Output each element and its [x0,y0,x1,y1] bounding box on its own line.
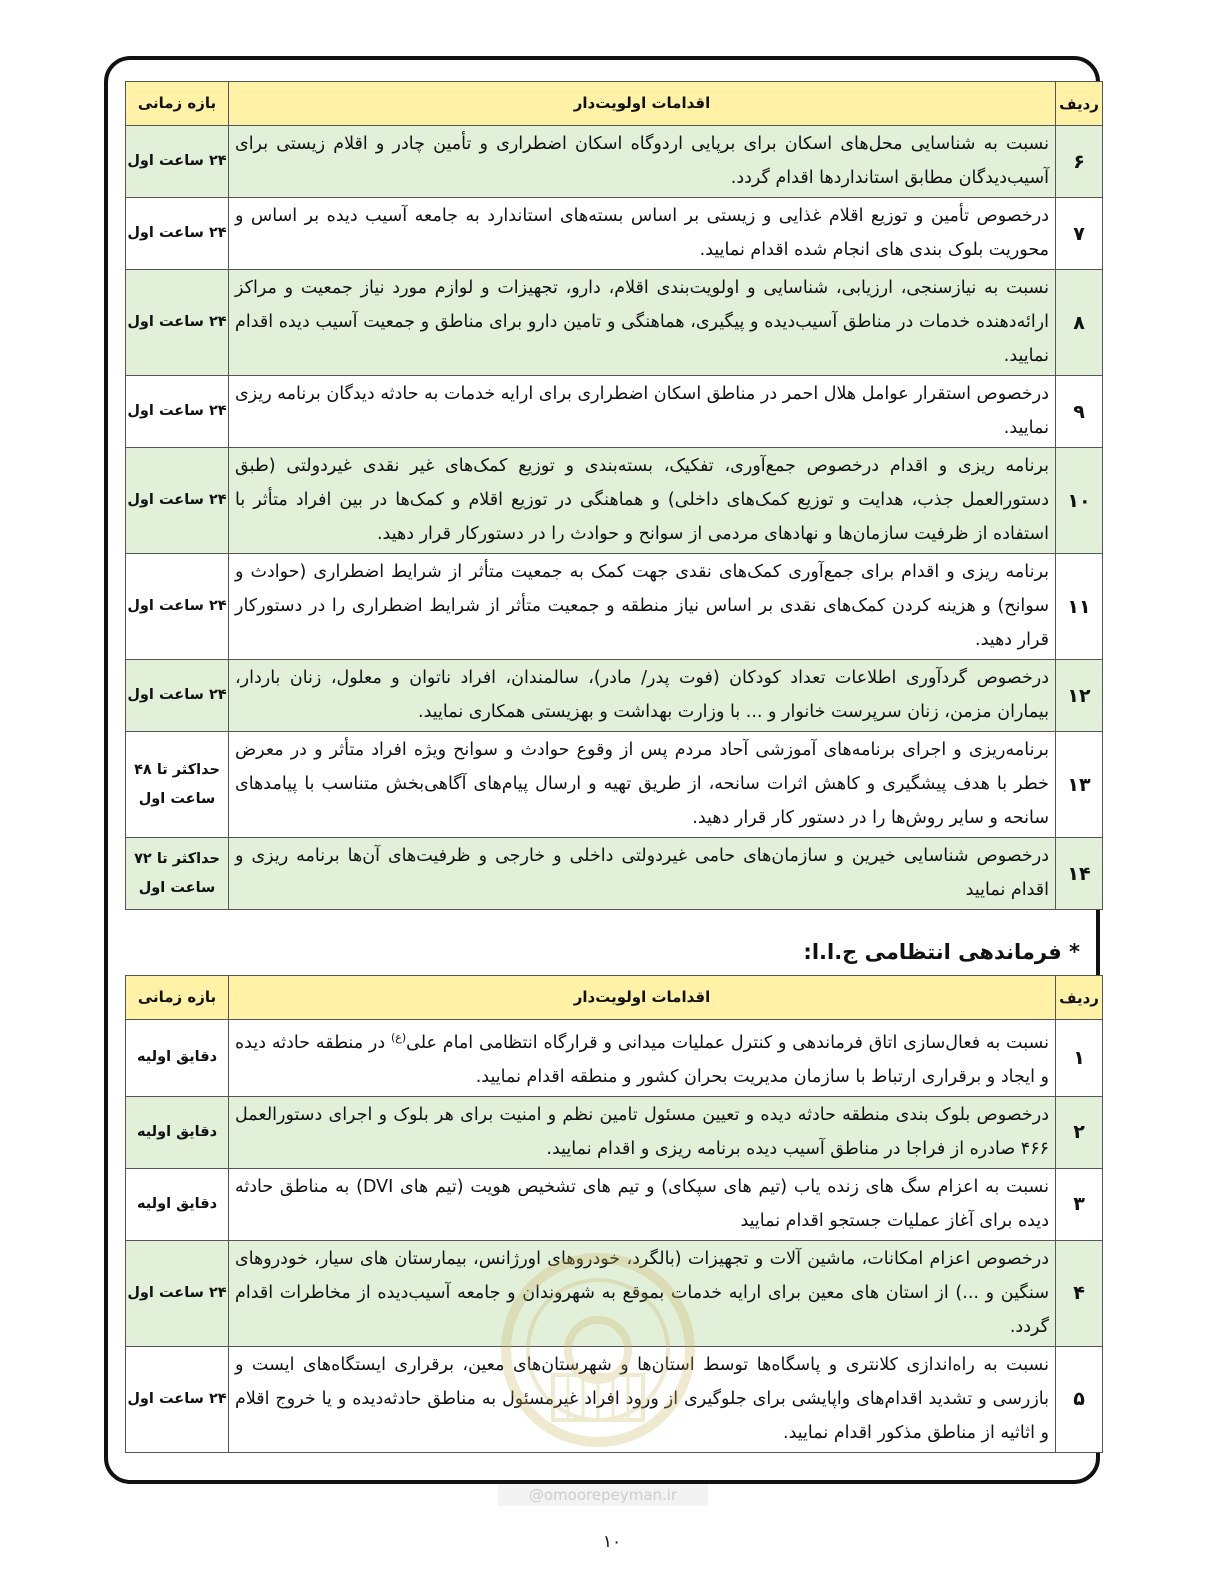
table-row [126,1168,1103,1240]
row-number: ۳ [1056,1168,1103,1240]
row-number: ۱۰ [1056,448,1103,554]
row-number: ۲ [1056,1096,1103,1168]
row-time: ۲۴ ساعت اول [126,448,229,554]
table-row [126,198,1103,270]
watermark-text: @omoorepeyman.ir [498,1484,708,1506]
row-time: حداکثر تا ۴۸ ساعت اول [126,732,229,838]
row-action-text: درخصوص استقرار عوامل هلال احمر در مناطق اسکان اضطراری برای ارایه خدمات به حادثه دیدگان برنامه ریزی نمایید. [229,376,1056,448]
section-title: * فرماندهی انتظامی ج.ا.ا: [803,940,1080,964]
row-action-text-part: در منطقه حادثه دیده و ایجاد و برقراری ارتباط با سازمان مدیریت بحران کشور و منطقه اقدام نمایید. [235,1032,1049,1087]
row-time: دقایق اولیه [126,1096,229,1168]
table-row [126,1096,1103,1168]
row-action-text: درخصوص تأمین و توزیع اقلام غذایی و زیستی بر اساس بسته‌های استاندارد به جامعه آسیب دیده بر اساس و محوریت بلوک بندی های انجام شده اقدام نمایید. [229,198,1056,270]
row-action-text: نسبت به اعزام سگ های زنده یاب (تیم های سپکای) و تیم های تشخیص هویت (تیم های DVI) به مناطق حادثه دیده برای آغاز عملیات جستجو اقدام نمایید [229,1168,1056,1240]
table-row [126,838,1103,910]
row-time: ۲۴ ساعت اول [126,1240,229,1346]
table-row [126,1020,1103,1097]
table-row [126,660,1103,732]
row-time: ۲۴ ساعت اول [126,660,229,732]
row-number: ۶ [1056,126,1103,198]
row-time: ۲۴ ساعت اول [126,1346,229,1452]
row-action-text: درخصوص بلوک بندی منطقه حادثه دیده و تعیین مسئول تامین نظم و امنیت برای هر بلوک و اجرای دستورالعمل ۴۶۶ صادره از فراجا در مناطق آسیب دیده برنامه ریزی و اقدام نمایید. [229,1096,1056,1168]
row-time: دقایق اولیه [126,1168,229,1240]
row-action-text: درخصوص اعزام امکانات، ماشین آلات و تجهیزات (بالگرد، خودروهای اورژانس، بیمارستان های سیار، خودروهای سنگین و ...) از استان های معین برای ارایه خدمات بموقع به شهروندان و جامعه آسیب‌دیده از مخاطرات اقدام گردد. [229,1240,1056,1346]
row-number: ۵ [1056,1346,1103,1452]
row-action-text: نسبت به نیازسنجی، ارزیابی، شناسایی و اولویت‌بندی اقلام، دارو، تجهیزات و لوازم مورد نیاز جمعیت و مراکز ارائه‌دهنده خدمات در مناطق آسیب‌دیده و پیگیری، هماهنگی و تامین دارو برای مناطق و جمعیت آسیب دیده اقدام نمایید. [229,270,1056,376]
page-number: ۱۰ [602,1532,622,1552]
row-number: ۱۳ [1056,732,1103,838]
table-row [126,376,1103,448]
row-action-text: برنامه ریزی و اقدام درخصوص جمع‌آوری، تفکیک، بسته‌بندی و توزیع کمک‌های غیر نقدی غیردولتی (طبق دستورالعمل جذب، هدایت و توزیع کمک‌های داخلی) و هماهنگی در توزیع اقلام و کمک‌ها در بین افراد متأثر با استفاده از ظرفیت سازمان‌ها و نهادهای مردمی از سوانح و حوادث را در دستورکار قرار دهید. [229,448,1056,554]
row-action-text [229,1020,1056,1097]
row-number: ۱ [1056,1020,1103,1097]
header-row-label: ردیف [1056,82,1103,126]
row-time: ۲۴ ساعت اول [126,198,229,270]
row-time: حداکثر تا ۷۲ ساعت اول [126,838,229,910]
table-row [126,448,1103,554]
table-header-row [126,976,1103,1020]
row-number: ۴ [1056,1240,1103,1346]
row-time: ۲۴ ساعت اول [126,554,229,660]
row-action-text: درخصوص شناسایی خیرین و سازمان‌های حامی غیردولتی داخلی و خارجی و ظرفیت‌های آن‌ها برنامه ریزی و اقدام نمایید [229,838,1056,910]
table-row [126,270,1103,376]
table-row [126,732,1103,838]
row-number: ۱۲ [1056,660,1103,732]
priority-actions-table-1 [125,81,1103,910]
row-action-text: درخصوص گردآوری اطلاعات تعداد کودکان (فوت پدر/ مادر)، سالمندان، افراد ناتوان و معلول، زنان باردار، بیماران مزمن، زنان سرپرست خانوار و ... با وزارت بهداشت و بهزیستی همکاری نمایید. [229,660,1056,732]
row-time: ۲۴ ساعت اول [126,126,229,198]
row-action-text-part: نسبت به فعال‌سازی اتاق فرماندهی و کنترل عملیات میدانی و قرارگاه انتظامی امام علی [406,1032,1049,1053]
row-time: ۲۴ ساعت اول [126,270,229,376]
table-header-row [126,82,1103,126]
header-time-label: بازه زمانی [126,82,229,126]
row-action-text: نسبت به شناسایی محل‌های اسکان برای برپایی اردوگاه اسکان اضطراری و تأمین چادر و اقلام زیستی برای آسیب‌دیدگان مطابق استانداردها اقدام گردد. [229,126,1056,198]
row-number: ۱۴ [1056,838,1103,910]
row-number: ۷ [1056,198,1103,270]
row-time: دقایق اولیه [126,1020,229,1097]
row-action-text: برنامه ریزی و اقدام برای جمع‌آوری کمک‌های نقدی جهت کمک به جمعیت متأثر از شرایط اضطراری (حوادث و سوانح) و هزینه کردن کمک‌های نقدی بر اساس نیاز منطقه و جمعیت متأثر از شرایط اضطراری را در دستورکار قرار دهید. [229,554,1056,660]
header-action-label: اقدامات اولویت‌دار [229,976,1056,1020]
header-time-label: بازه زمانی [126,976,229,1020]
row-number: ۱۱ [1056,554,1103,660]
row-time: ۲۴ ساعت اول [126,376,229,448]
row-action-text: برنامه‌ریزی و اجرای برنامه‌های آموزشی آحاد مردم پس از وقوع حوادث و سوانح ویژه افراد متأثر و در معرض خطر با هدف پیشگیری و کاهش اثرات سانحه، از طریق تهیه و ارسال پیام‌های آگاهی‌بخش متناسب با پیامدهای سانحه و سایر روش‌ها را در دستور کار قرار دهید. [229,732,1056,838]
row-number: ۸ [1056,270,1103,376]
row-action-superscript: (ع) [390,1031,407,1044]
row-number: ۹ [1056,376,1103,448]
table-row [126,126,1103,198]
table-row [126,554,1103,660]
row-action-text: نسبت به راه‌اندازی کلانتری و پاسگاه‌ها توسط استان‌ها و شهرستان‌های معین، برقراری ایستگاه‌های ایست و بازرسی و تشدید اقدام‌های واپایشی برای جلوگیری از ورود افراد غیرمسئول به مناطق حادثه‌دیده و یا خروج اقلام و اثاثیه از مناطق مذکور اقدام نمایید. [229,1346,1056,1452]
header-action-label: اقدامات اولویت‌دار [229,82,1056,126]
watermark-seal-icon [498,1250,698,1450]
header-row-label: ردیف [1056,976,1103,1020]
